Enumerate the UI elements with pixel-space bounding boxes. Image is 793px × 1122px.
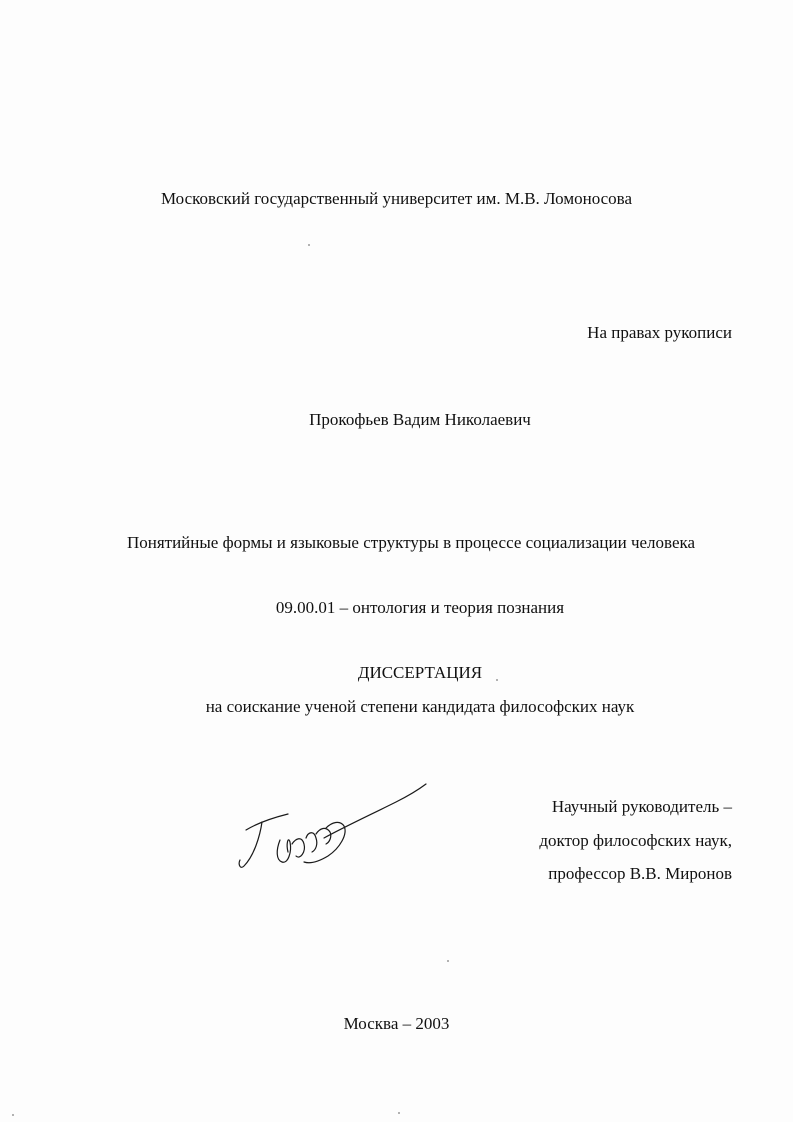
supervisor-name: профессор В.В. Миронов	[548, 864, 732, 883]
university-name: Московский государственный университет им. М.В. Ломоносова	[160, 189, 633, 208]
supervisor-role: Научный руководитель –	[551, 797, 732, 816]
scan-speck	[447, 960, 449, 962]
supervisor-degree: доктор философских наук,	[539, 831, 732, 850]
degree-line: на соискание ученой степени кандидата философских наук	[205, 697, 635, 716]
document-type: ДИССЕРТАЦИЯ	[357, 663, 483, 682]
scan-speck	[308, 244, 310, 246]
specialty-code: 09.00.01 – онтология и теория познания	[275, 598, 565, 617]
city-year: Москва – 2003	[343, 1014, 450, 1033]
author-name: Прокофьев Вадим Николаевич	[309, 410, 531, 429]
scan-speck	[398, 1112, 400, 1114]
handwritten-signature	[232, 778, 432, 878]
scan-speck	[496, 679, 498, 681]
scan-speck	[12, 1114, 14, 1116]
dissertation-title: Понятийные формы и языковые структуры в процессе социализации человека	[126, 533, 696, 552]
manuscript-note: На правах рукописи	[587, 323, 732, 342]
